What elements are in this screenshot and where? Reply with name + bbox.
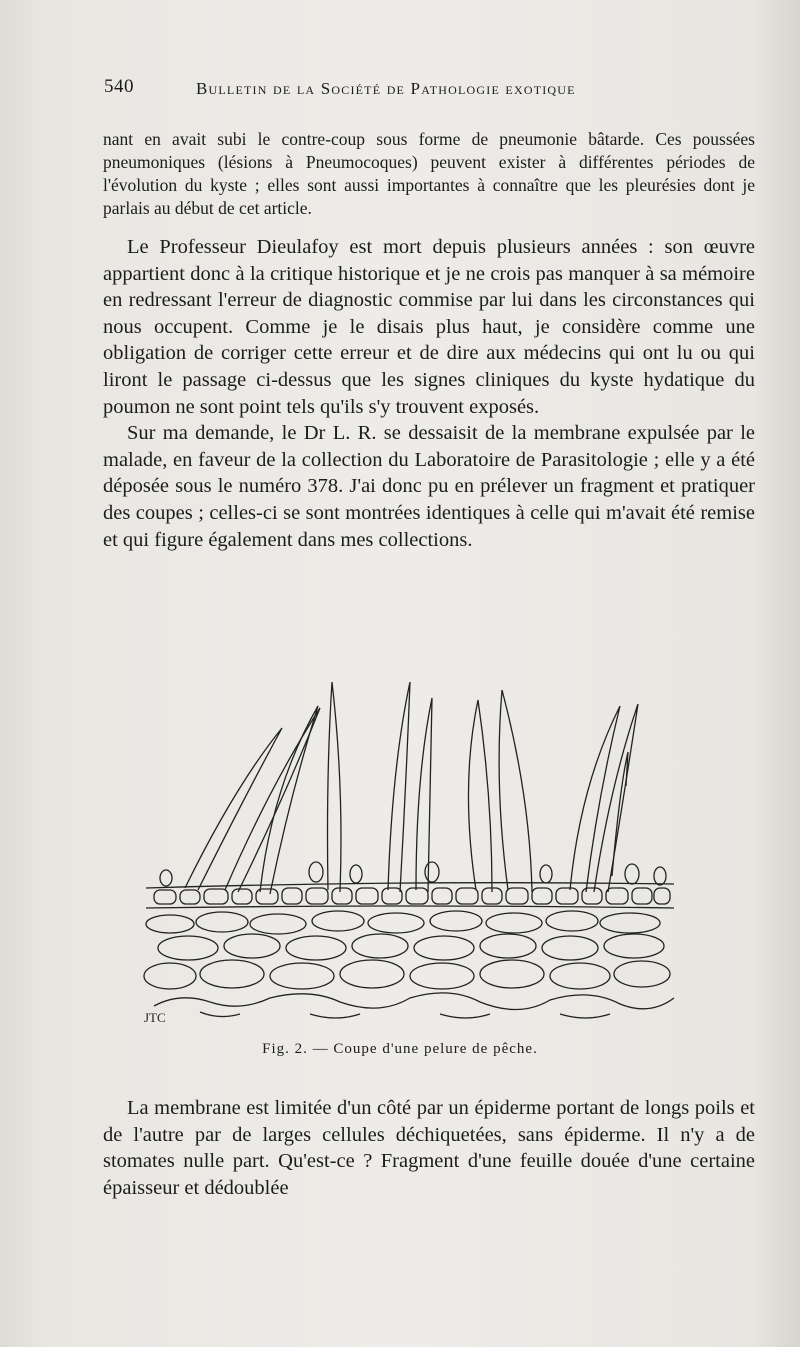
hair-5	[388, 682, 410, 892]
paragraph-4: La membrane est limitée d'un côté par un épiderme portant de longs poils et de l'autre par de larges cellules déchiquetées, sans épiderme. Il n'y a de stomates nulle part. Qu'est-ce ? Fragment d'une feuille douée d'une certaine épaisseur et dédoublée	[103, 1097, 755, 1199]
hair-3	[260, 706, 318, 894]
paragraph-3: Sur ma demande, le Dr L. R. se dessaisit de la membrane expulsée par le malade, en faveur de la collection du Laboratoire de Parasitologie ; elle y a été déposée sous le numéro 378. J'ai donc pu en prélever un fragment et pratiquer des coupes ; celles-ci se sont montrées identiques à celle qui m'avait été remise et qui figure également dans mes collections.	[103, 422, 755, 551]
hair-1	[185, 728, 282, 890]
hair-11	[612, 752, 628, 876]
text-block-lower	[103, 1095, 755, 1201]
page-number: 540	[104, 76, 134, 97]
paragraph-2: Le Professeur Dieulafoy est mort depuis plusieurs années : son œuvre appartient donc à la critique historique et je ne crois pas manquer à sa mémoire en redressant l'erreur de diagnostic commise par lui dans les circonstances qui nous occupent. Comme je le disais plus haut, je considère comme une obligation de corriger cette erreur et de dire aux médecins qui ont lu ou qui liront le passage ci-dessus que les signes cliniques du kyste hydatique du poumon ne sont point tels qu'ils s'y trouvent exposés.	[103, 236, 755, 418]
paragraph-1: nant en avait subi le contre-coup sous forme de pneumonie bâtarde. Ces poussées pneumoniques (lésions à Pneumocoques) peuvent exister à différentes périodes de l'évolution du kyste ; elles sont aussi importantes à connaître que les pleurésies dont je parlais au début de cet article.	[103, 129, 755, 218]
hair-2	[225, 708, 320, 892]
hair-7	[468, 700, 492, 892]
parenchyma-cells	[144, 911, 674, 1018]
page-header	[104, 76, 664, 106]
artist-signature: JTC	[144, 1010, 166, 1025]
hair-8	[499, 690, 532, 892]
figure-caption: Fig. 2. — Coupe d'une pelure de pêche.	[262, 1041, 538, 1057]
paragraph-continuation	[103, 128, 755, 220]
epidermis-bottom	[146, 906, 674, 908]
figure-peach-skin-section	[140, 676, 680, 1032]
running-title: Bulletin de la Société de Pathologie exotique	[196, 79, 576, 98]
section-drawing	[140, 676, 680, 1032]
hair-4	[328, 682, 342, 892]
epidermis-cells	[154, 888, 670, 904]
text-block-upper	[103, 234, 755, 553]
